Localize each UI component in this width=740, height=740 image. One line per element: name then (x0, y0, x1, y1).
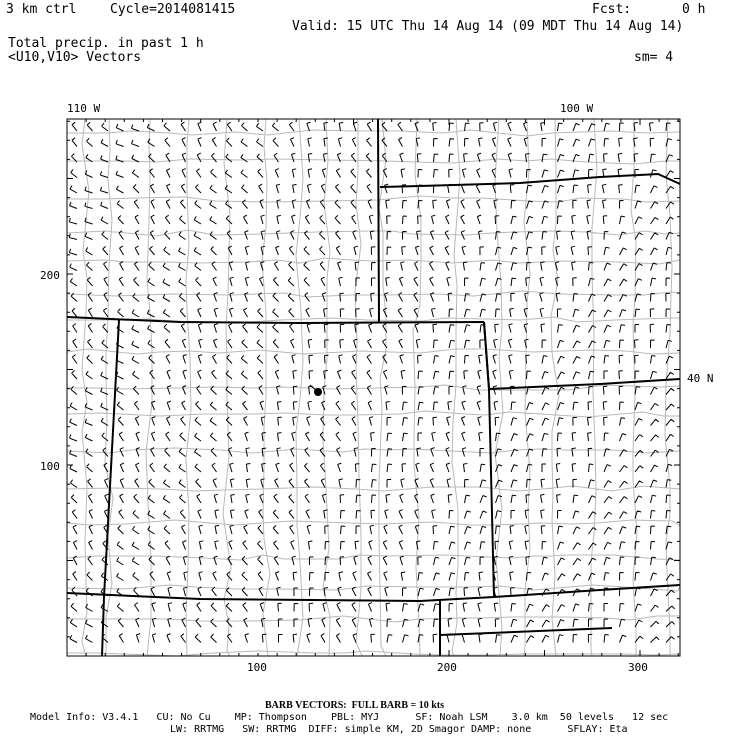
x-tick-label-100: 100 (247, 661, 267, 674)
station-marker (314, 388, 322, 396)
y-tick-label-100: 100 (40, 460, 60, 473)
y-tick-label-200: 200 (40, 269, 60, 282)
barb-legend: BARB VECTORS: FULL BARB = 10 kts (265, 700, 444, 711)
forecast-hour: 0 h (682, 2, 706, 17)
lon-label-100w: 100 W (560, 102, 594, 115)
field-title-vectors: <U10,V10> Vectors (8, 50, 142, 65)
lat-label-40n: 40 N (687, 372, 714, 385)
forecast-label: Fcst: (592, 2, 632, 17)
run-name: 3 km ctrl (6, 2, 77, 17)
valid-time: Valid: 15 UTC Thu 14 Aug 14 (09 MDT Thu 14 Aug 14) (292, 19, 684, 34)
x-tick-label-300: 300 (628, 661, 648, 674)
x-tick-label-200: 200 (437, 661, 457, 674)
state-border-ok (440, 628, 612, 635)
smoothing-label: sm= 4 (634, 50, 674, 65)
state-border-wy-sd-ne (378, 119, 379, 322)
cycle-label: Cycle=2014081415 (110, 2, 236, 17)
model-info-line1: Model Info: V3.4.1 CU: No Cu MP: Thompson PBL: MYJ SF: Noah LSM 3.0 km 50 levels 12 sec (30, 712, 669, 723)
state-border-co-east (484, 322, 494, 597)
county-lines (67, 119, 680, 656)
field-title-precip: Total precip. in past 1 h (8, 36, 204, 51)
state-border-nm-north (67, 585, 680, 601)
county-boundaries (67, 119, 680, 656)
lon-label-110w: 110 W (67, 102, 101, 115)
model-info-line2: LW: RRTMG SW: RRTMG DIFF: simple KM, 2D Smagor DAMP: none SFLAY: Eta (170, 724, 628, 735)
